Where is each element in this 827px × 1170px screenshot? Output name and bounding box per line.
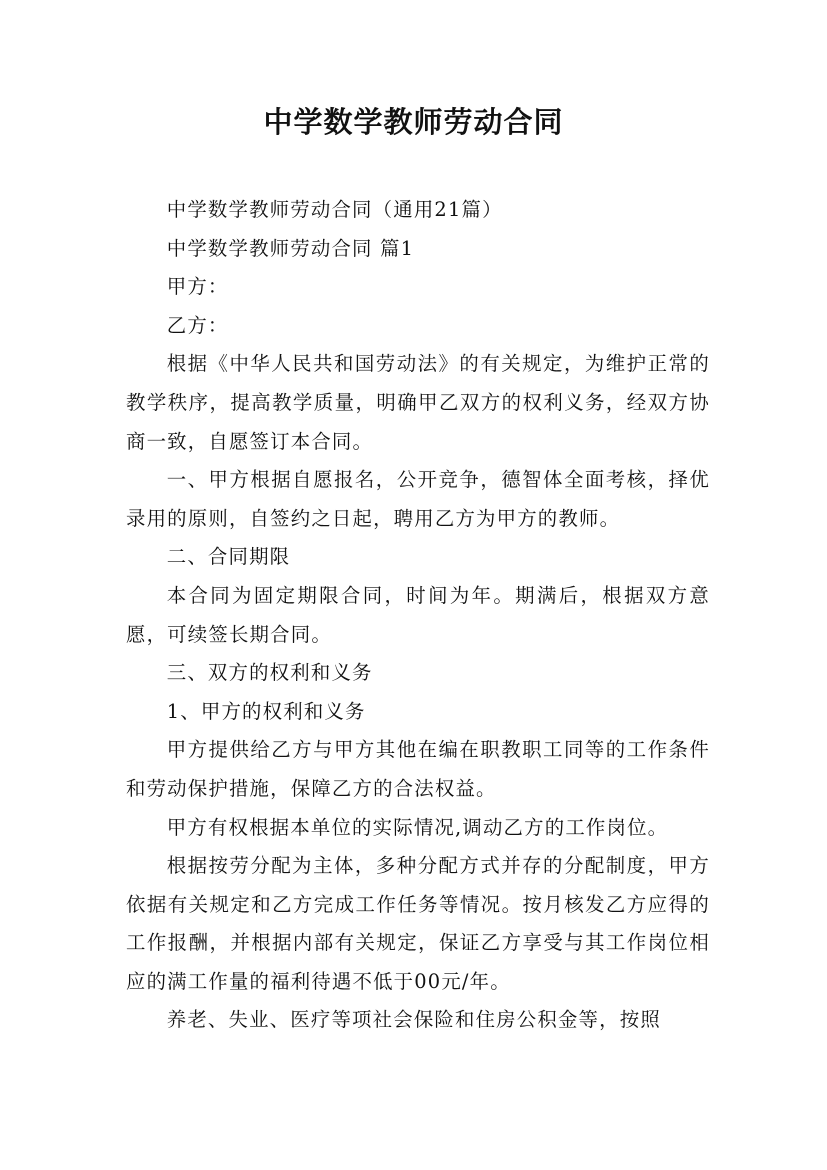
- paragraph-contract-term: 本合同为固定期限合同，时间为年。期满后，根据双方意愿，可续签长期合同。: [126, 583, 710, 646]
- paragraph-social-insurance: 养老、失业、医疗等项社会保险和住房公积金等，按照: [166, 1008, 661, 1032]
- paragraph-preamble: 根据《中华人民共和国劳动法》的有关规定，为维护正常的教学秩序，提高教学质量，明确甲乙双方的权利义务，经双方协商一致，自愿签订本合同。: [126, 352, 710, 453]
- paragraph-chapter-heading: 中学数学教师劳动合同 篇1: [166, 236, 415, 260]
- paragraph-party-a: 甲方：: [166, 275, 229, 299]
- paragraph-job-transfer: 甲方有权根据本单位的实际情况,调动乙方的工作岗位。: [166, 815, 669, 839]
- document-body: [126, 191, 710, 1040]
- paragraph-clause-3-heading: 三、双方的权利和义务: [166, 661, 373, 685]
- paragraph-subtitle: 中学数学教师劳动合同（通用21篇）: [166, 198, 503, 221]
- paragraph-clause-3-1-heading: 1、甲方的权利和义务: [166, 699, 366, 723]
- paragraph-clause-2-heading: 二、合同期限: [166, 545, 291, 569]
- paragraph-clause-1: 一、甲方根据自愿报名，公开竞争，德智体全面考核，择优录用的原则，自签约之日起，聘用乙方为甲方的教师。: [126, 468, 710, 530]
- paragraph-remuneration: 根据按劳分配为主体，多种分配方式并存的分配制度，甲方依据有关规定和乙方完成工作任务等情况。按月核发乙方应得的工作报酬，并根据内部有关规定，保证乙方享受与其工作岗位相应的满工作量的福利待遇不低于00元/年。: [126, 854, 710, 993]
- paragraph-working-conditions: 甲方提供给乙方与甲方其他在编在职教职工同等的工作条件和劳动保护措施，保障乙方的合法权益。: [126, 738, 710, 800]
- document-title: 中学数学教师劳动合同: [263, 105, 564, 139]
- paragraph-party-b: 乙方：: [166, 313, 229, 337]
